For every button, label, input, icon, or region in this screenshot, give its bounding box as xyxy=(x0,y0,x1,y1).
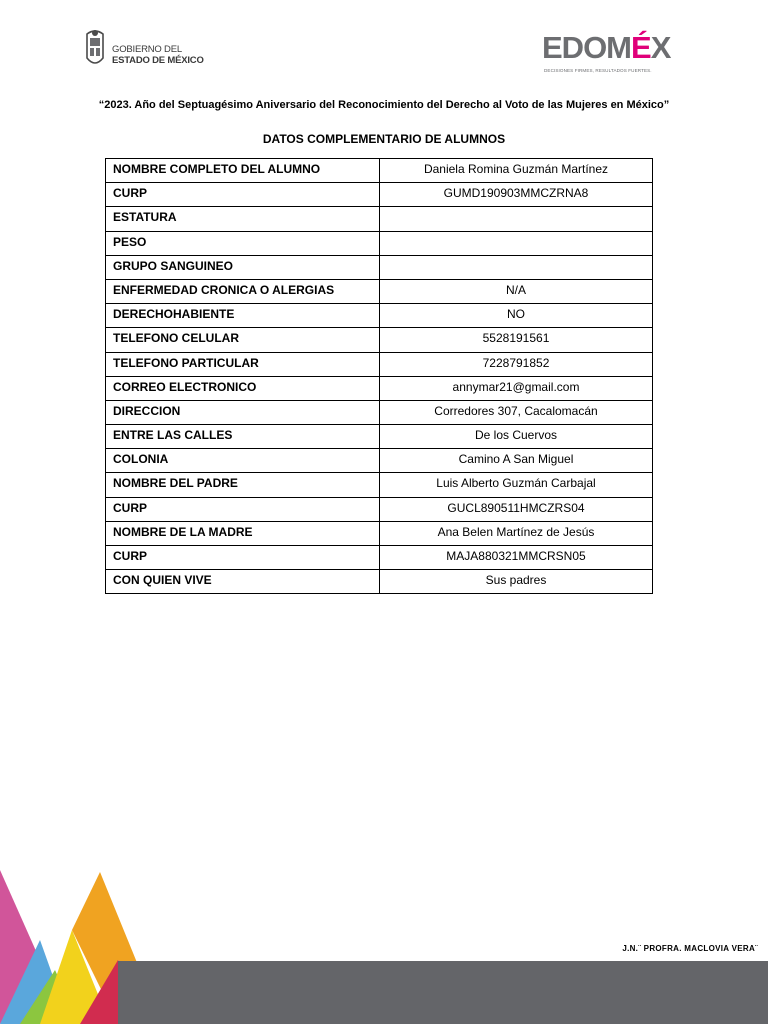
state-seal-icon xyxy=(84,28,106,70)
table-row xyxy=(106,521,653,545)
student-data-table xyxy=(105,158,653,594)
field-value: Luis Alberto Guzmán Carbajal xyxy=(380,473,653,497)
table-row xyxy=(106,304,653,328)
field-label: GRUPO SANGUINEO xyxy=(106,255,380,279)
field-value: 5528191561 xyxy=(380,328,653,352)
field-label: ENTRE LAS CALLES xyxy=(106,425,380,449)
field-value: Sus padres xyxy=(380,570,653,594)
field-value: Camino A San Miguel xyxy=(380,449,653,473)
field-value: De los Cuervos xyxy=(380,425,653,449)
year-motto: “2023. Año del Septuagésimo Aniversario del Reconocimiento del Derecho al Voto de las Mujeres en México” xyxy=(98,99,670,111)
table-row xyxy=(106,473,653,497)
table-row xyxy=(106,231,653,255)
field-value xyxy=(380,231,653,255)
field-label: CURP xyxy=(106,183,380,207)
table-row xyxy=(106,328,653,352)
field-value: Daniela Romina Guzmán Martínez xyxy=(380,159,653,183)
table-row xyxy=(106,400,653,424)
field-value: GUMD190903MMCZRNA8 xyxy=(380,183,653,207)
field-label: CURP xyxy=(106,546,380,570)
document-title: DATOS COMPLEMENTARIO DE ALUMNOS xyxy=(262,132,506,146)
field-label: CON QUIEN VIVE xyxy=(106,570,380,594)
footer-bar xyxy=(118,961,768,1024)
gobierno-estado-mexico-logo xyxy=(84,28,214,72)
edomex-accent: É xyxy=(631,30,651,65)
field-label: DIRECCION xyxy=(106,400,380,424)
table-row xyxy=(106,255,653,279)
field-label: NOMBRE COMPLETO DEL ALUMNO xyxy=(106,159,380,183)
field-label: ESTATURA xyxy=(106,207,380,231)
field-value: MAJA880321MMCRSN05 xyxy=(380,546,653,570)
field-label: CURP xyxy=(106,497,380,521)
gobierno-line2: ESTADO DE MÉXICO xyxy=(112,55,204,66)
table-row xyxy=(106,183,653,207)
field-label: ENFERMEDAD CRONICA O ALERGIAS xyxy=(106,279,380,303)
field-label: DERECHOHABIENTE xyxy=(106,304,380,328)
field-value: GUCL890511HMCZRS04 xyxy=(380,497,653,521)
table-row xyxy=(106,497,653,521)
edomex-logo xyxy=(542,30,671,77)
table-row xyxy=(106,207,653,231)
school-name: J.N.¨ PROFRA. MACLOVIA VERA¨ xyxy=(622,944,758,953)
field-label: CORREO ELECTRONICO xyxy=(106,376,380,400)
field-label: TELEFONO PARTICULAR xyxy=(106,352,380,376)
field-label: NOMBRE DEL PADRE xyxy=(106,473,380,497)
field-value: N/A xyxy=(380,279,653,303)
table-row xyxy=(106,279,653,303)
field-label: COLONIA xyxy=(106,449,380,473)
field-value: Corredores 307, Cacalomacán xyxy=(380,400,653,424)
field-value xyxy=(380,207,653,231)
field-value xyxy=(380,255,653,279)
edomex-tagline: DECISIONES FIRMES, RESULTADOS FUERTES. xyxy=(544,68,652,73)
edomex-prefix: EDOM xyxy=(542,30,631,65)
table-row xyxy=(106,546,653,570)
field-value: Ana Belen Martínez de Jesús xyxy=(380,521,653,545)
gobierno-line1: GOBIERNO DEL xyxy=(112,44,182,55)
field-label: TELEFONO CELULAR xyxy=(106,328,380,352)
table-row xyxy=(106,449,653,473)
table-row xyxy=(106,159,653,183)
edomex-suffix: X xyxy=(650,30,671,65)
table-row xyxy=(106,425,653,449)
field-label: NOMBRE DE LA MADRE xyxy=(106,521,380,545)
field-value: 7228791852 xyxy=(380,352,653,376)
field-value: NO xyxy=(380,304,653,328)
table-row xyxy=(106,376,653,400)
table-row xyxy=(106,352,653,376)
field-value: annymar21@gmail.com xyxy=(380,376,653,400)
table-row xyxy=(106,570,653,594)
field-label: PESO xyxy=(106,231,380,255)
